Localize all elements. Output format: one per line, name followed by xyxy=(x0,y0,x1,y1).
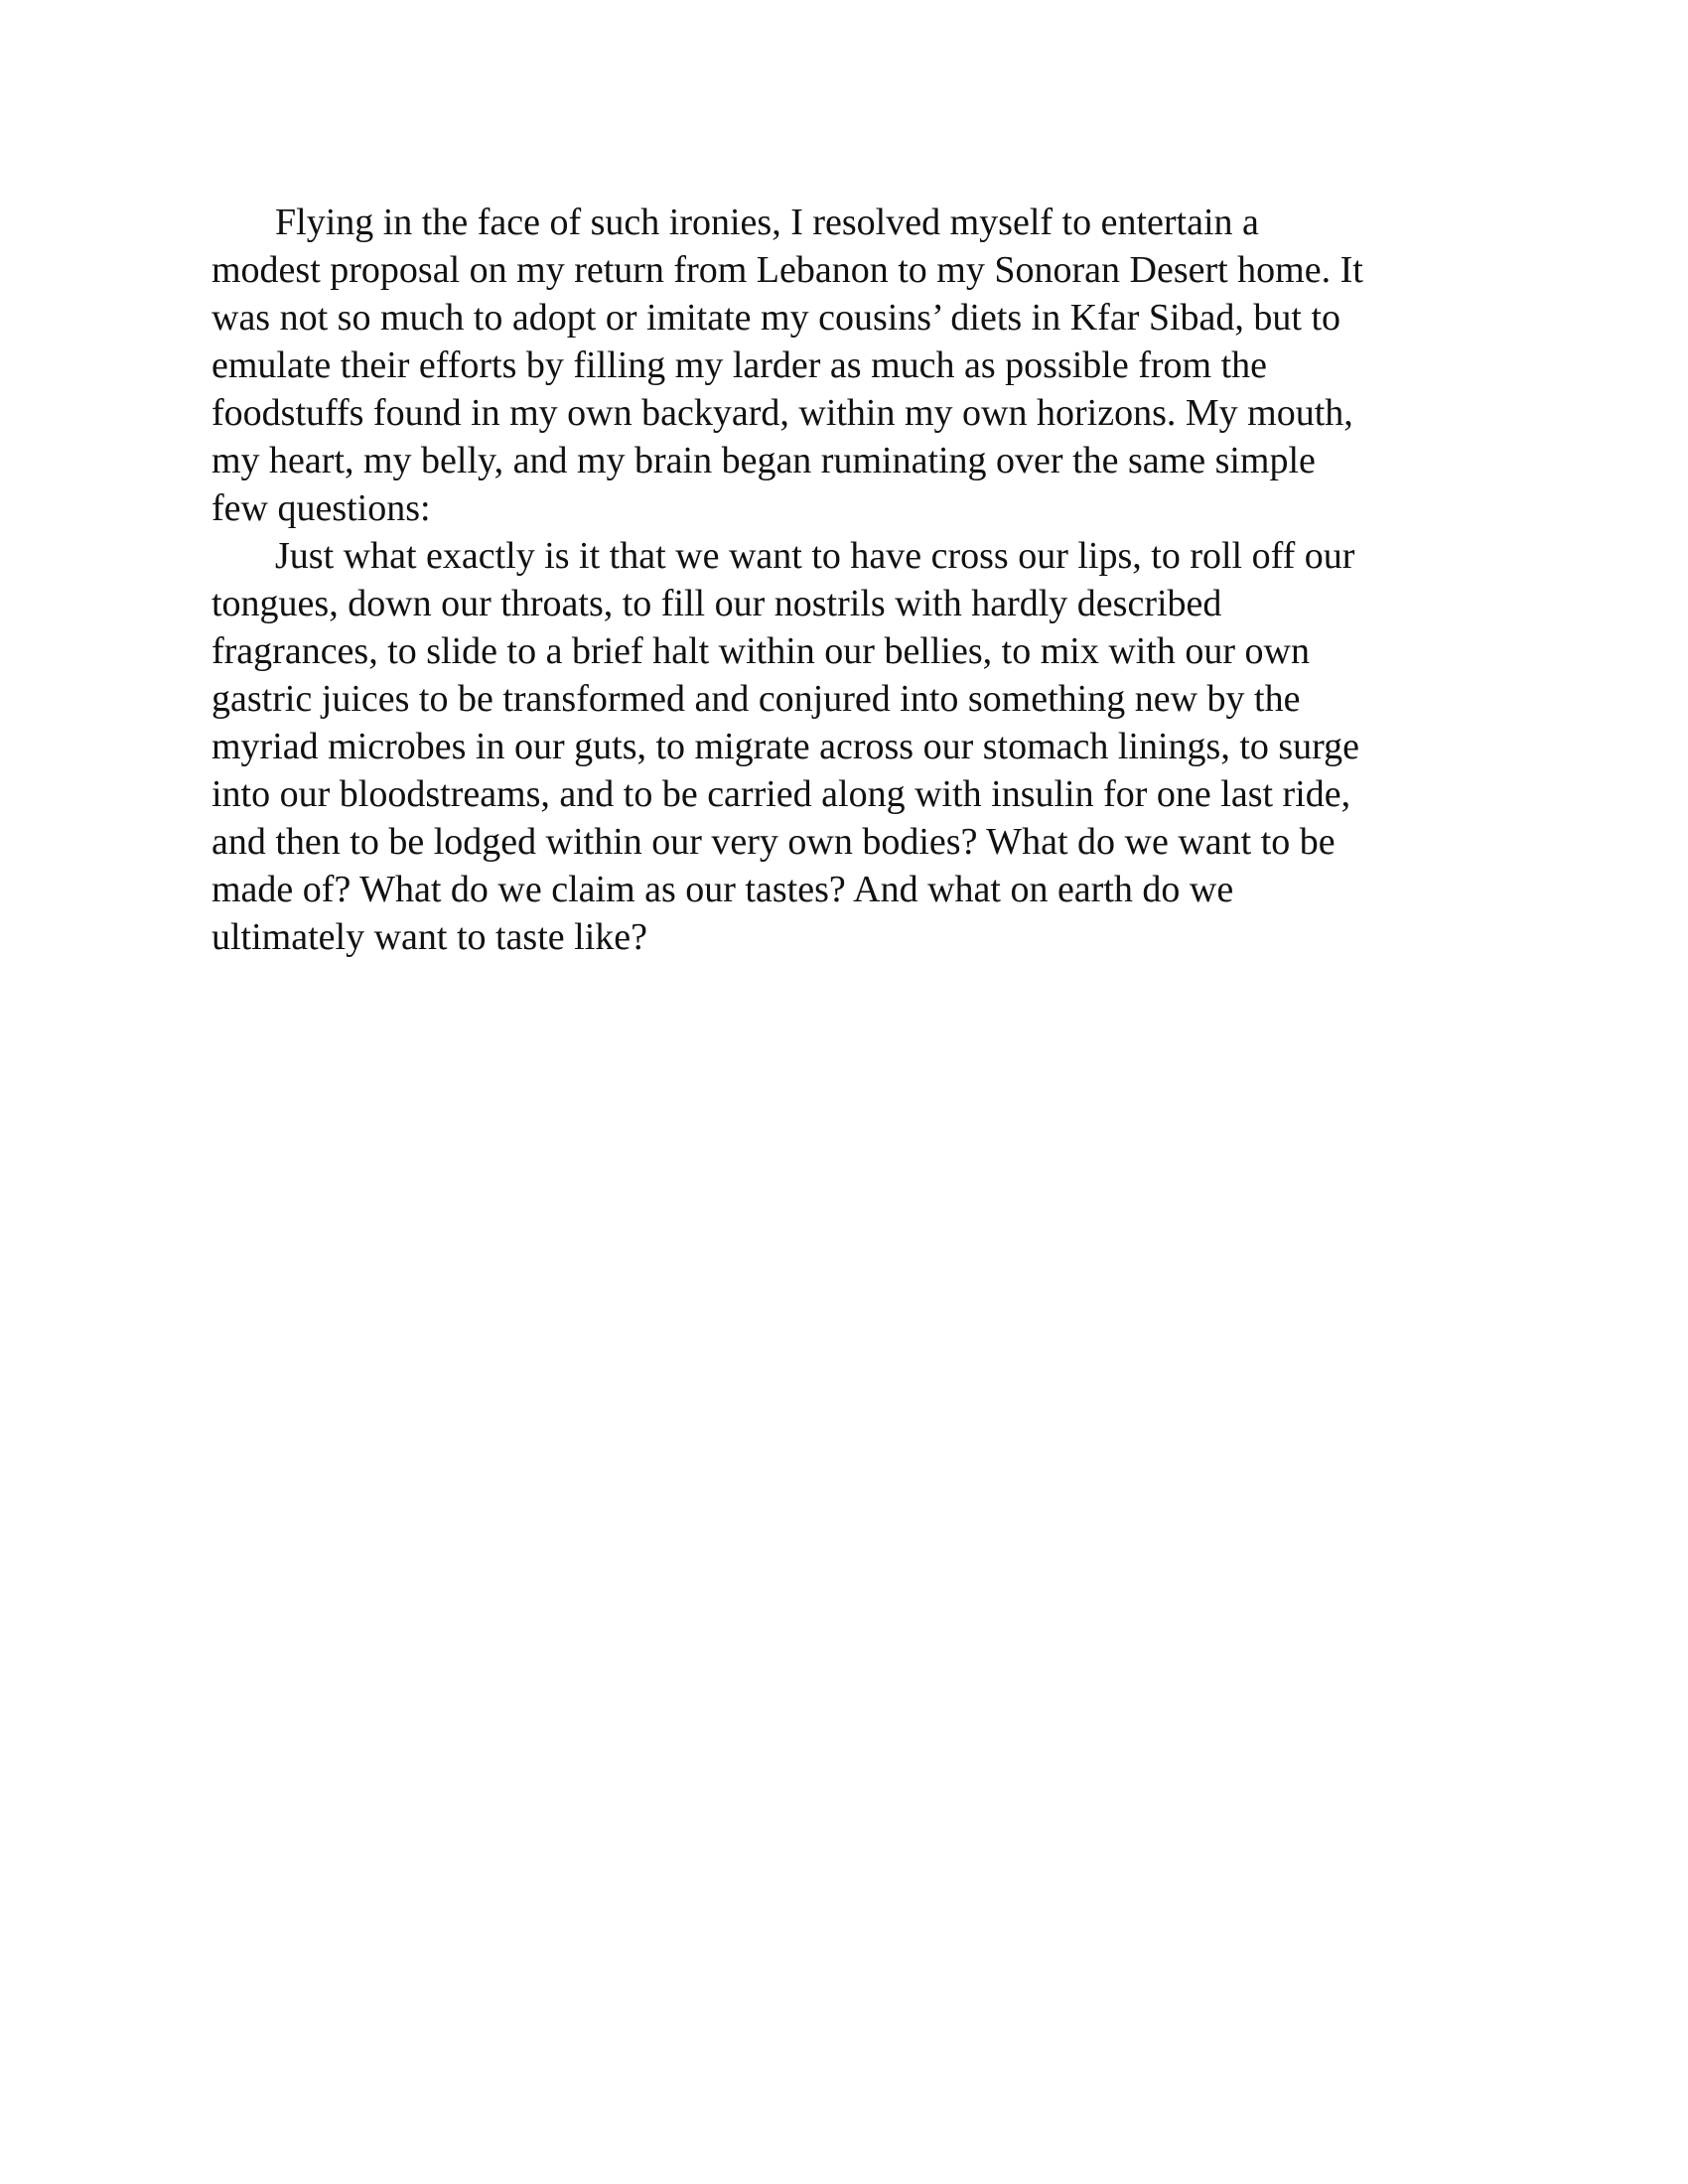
paragraph-line: and then to be lodged within our very own bodies? What do we want to be xyxy=(211,821,1336,863)
paragraph-line: gastric juices to be transformed and conjured into something new by the xyxy=(211,678,1301,720)
paragraph-line: made of? What do we claim as our tastes? And what on earth do we xyxy=(211,869,1234,910)
paragraph-line: Flying in the face of such ironies, I resolved myself to entertain a xyxy=(275,202,1259,243)
paragraph-line: few questions: xyxy=(211,487,431,529)
paragraph-line: was not so much to adopt or imitate my cousins’ diets in Kfar Sibad, but to xyxy=(211,297,1341,339)
paragraph-line: modest proposal on my return from Lebanon to my Sonoran Desert home. It xyxy=(211,249,1363,291)
paragraph-line: my heart, my belly, and my brain began ruminating over the same simple xyxy=(211,440,1316,481)
paragraph-line: Just what exactly is it that we want to have cross our lips, to roll off our xyxy=(275,535,1355,577)
paragraph xyxy=(211,532,1492,961)
body-text xyxy=(211,199,1492,961)
paragraph-line: tongues, down our throats, to fill our nostrils with hardly described xyxy=(211,583,1222,624)
paragraph-line: myriad microbes in our guts, to migrate across our stomach linings, to surge xyxy=(211,726,1359,767)
paragraph-line: ultimately want to taste like? xyxy=(211,916,647,958)
paragraph-line: emulate their efforts by filling my larder as much as possible from the xyxy=(211,344,1268,386)
paragraph-line: fragrances, to slide to a brief halt within our bellies, to mix with our own xyxy=(211,630,1310,672)
paragraph-line: foodstuffs found in my own backyard, within my own horizons. My mouth, xyxy=(211,392,1353,434)
paragraph-line: into our bloodstreams, and to be carried along with insulin for one last ride, xyxy=(211,773,1351,815)
paragraph xyxy=(211,199,1492,532)
